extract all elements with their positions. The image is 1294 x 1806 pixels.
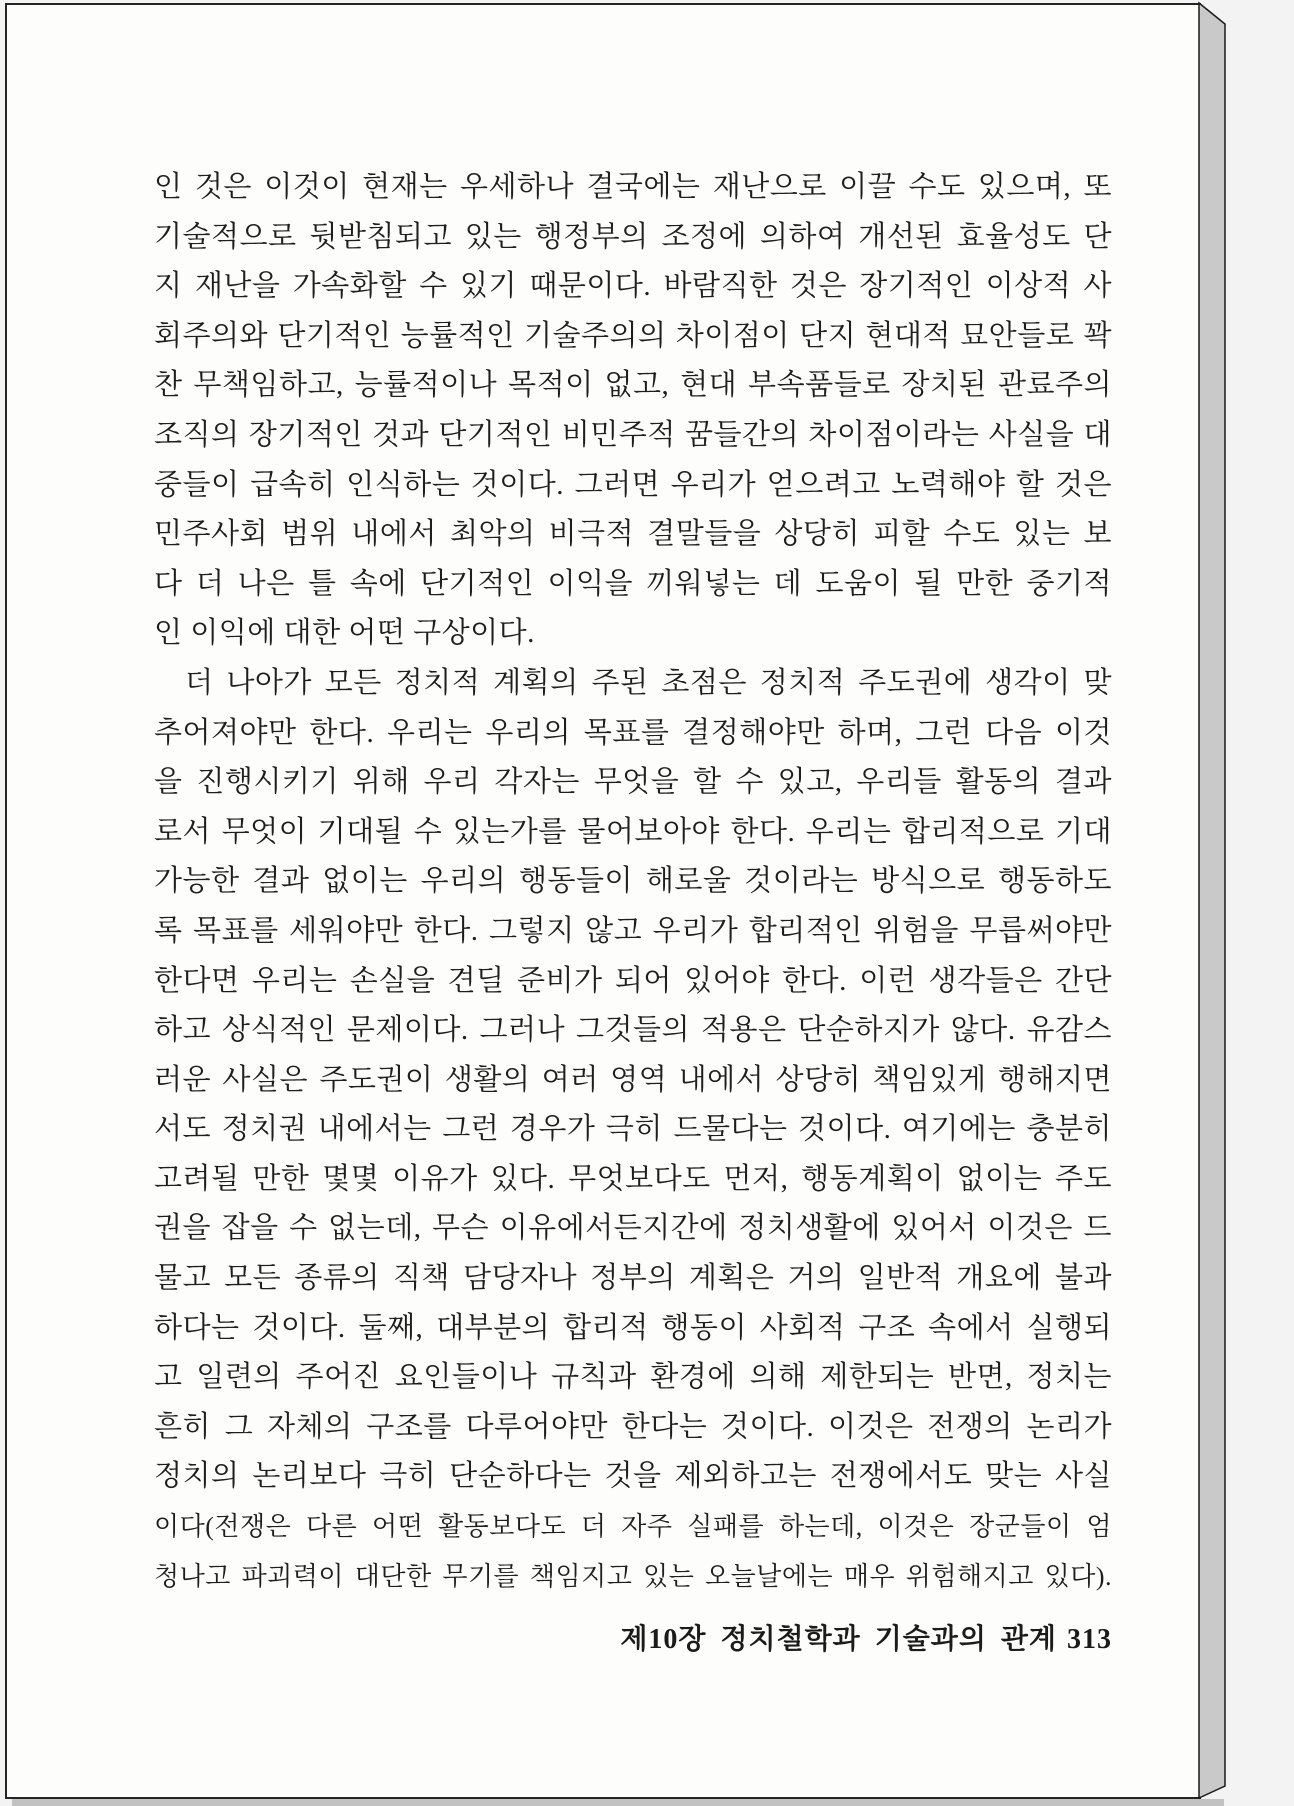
text-line: 더 나아가 모든 정치적 계획의 주된 초점은 정치적 주도권에 생각이 맞	[185, 666, 1112, 699]
text-line: 서도 정치권 내에서는 그런 경우가 극히 드물다는 것이다. 여기에는 충분히	[154, 1113, 1112, 1146]
text-line: 회주의와 단기적인 능률적인 기술주의의 차이점이 단지 현대적 묘안들로 꽉	[154, 319, 1112, 352]
page	[5, 3, 1201, 1799]
text-line: 추어져야만 한다. 우리는 우리의 목표를 결정해야만 하며, 그런 다음 이것	[154, 716, 1112, 749]
text-line: 가능한 결과 없이는 우리의 행동들이 해로울 것이라는 방식으로 행동하도	[154, 865, 1112, 898]
text-line: 물고 모든 종류의 직책 담당자나 정부의 계획은 거의 일반적 개요에 불과	[154, 1262, 1112, 1295]
text-line: 고려될 만한 몇몇 이유가 있다. 무엇보다도 먼저, 행동계획이 없이는 주도	[154, 1162, 1112, 1195]
text-line: 권을 잡을 수 없는데, 무슨 이유에서든지간에 정치생활에 있어서 이것은 드	[154, 1212, 1112, 1245]
text-line: 청나고 파괴력이 대단한 무기를 책임지고 있는 오늘날에는 매우 위험해지고 있다).	[154, 1561, 1112, 1591]
text-line: 흔히 그 자체의 구조를 다루어야만 한다는 것이다. 이것은 전쟁의 논리가	[154, 1410, 1112, 1443]
text-line: 로서 무엇이 기대될 수 있는가를 물어보아야 한다. 우리는 합리적으로 기대	[154, 815, 1112, 848]
text-line: 다 더 나은 틀 속에 단기적인 이익을 끼워넣는 데 도움이 될 만한 중기적	[154, 567, 1112, 600]
text-line: 러운 사실은 주도권이 생활의 여러 영역 내에서 상당히 책임있게 행해지면	[154, 1063, 1112, 1096]
text-line: 고 일련의 주어진 요인들이나 규칙과 환경에 의해 제한되는 반면, 정치는	[154, 1361, 1112, 1394]
text-line: 하고 상식적인 문제이다. 그러나 그것들의 적용은 단순하지가 않다. 유감스	[154, 1014, 1112, 1047]
text-line: 정치의 논리보다 극히 단순하다는 것을 제외하고는 전쟁에서도 맞는 사실	[154, 1460, 1112, 1493]
text-line: 하다는 것이다. 둘째, 대부분의 합리적 행동이 사회적 구조 속에서 실행되	[154, 1311, 1112, 1344]
page-number: 313	[1067, 1624, 1112, 1655]
page-right-edge	[1198, 0, 1230, 1806]
text-line: 이다(전쟁은 다른 어떤 활동보다도 더 자주 실패를 하는데, 이것은 장군들이 엄	[154, 1512, 1112, 1542]
page-footer	[154, 1617, 1112, 1657]
chapter-title: 제10장 정치철학과 기술과의 관계	[620, 1624, 1057, 1655]
text-line: 기술적으로 뒷받침되고 있는 행정부의 조정에 의하여 개선된 효율성도 단	[154, 220, 1112, 253]
text-line: 한다면 우리는 손실을 견딜 준비가 되어 있어야 한다. 이런 생각들은 간단	[154, 964, 1112, 997]
page-bottom-edge	[12, 1799, 1224, 1806]
text-line: 지 재난을 가속화할 수 있기 때문이다. 바람직한 것은 장기적인 이상적 사	[154, 270, 1112, 303]
text-line: 을 진행시키기 위해 우리 각자는 무엇을 할 수 있고, 우리들 활동의 결과	[154, 766, 1112, 799]
text-line: 중들이 급속히 인식하는 것이다. 그러면 우리가 얻으려고 노력해야 할 것은	[154, 468, 1112, 501]
text-line: 인 이익에 대한 어떤 구상이다.	[154, 617, 535, 650]
text-line: 조직의 장기적인 것과 단기적인 비민주적 꿈들간의 차이점이라는 사실을 대	[154, 418, 1112, 451]
text-line: 인 것은 이것이 현재는 우세하나 결국에는 재난으로 이끌 수도 있으며, 또	[154, 171, 1112, 203]
text-line: 민주사회 범위 내에서 최악의 비극적 결말들을 상당히 피할 수도 있는 보	[154, 518, 1112, 551]
body-text	[154, 163, 1112, 1601]
text-line: 록 목표를 세워야만 한다. 그렇지 않고 우리가 합리적인 위험을 무릅써야만	[154, 914, 1112, 947]
text-line: 찬 무책임하고, 능률적이나 목적이 없고, 현대 부속품들로 장치된 관료주의	[154, 369, 1112, 402]
